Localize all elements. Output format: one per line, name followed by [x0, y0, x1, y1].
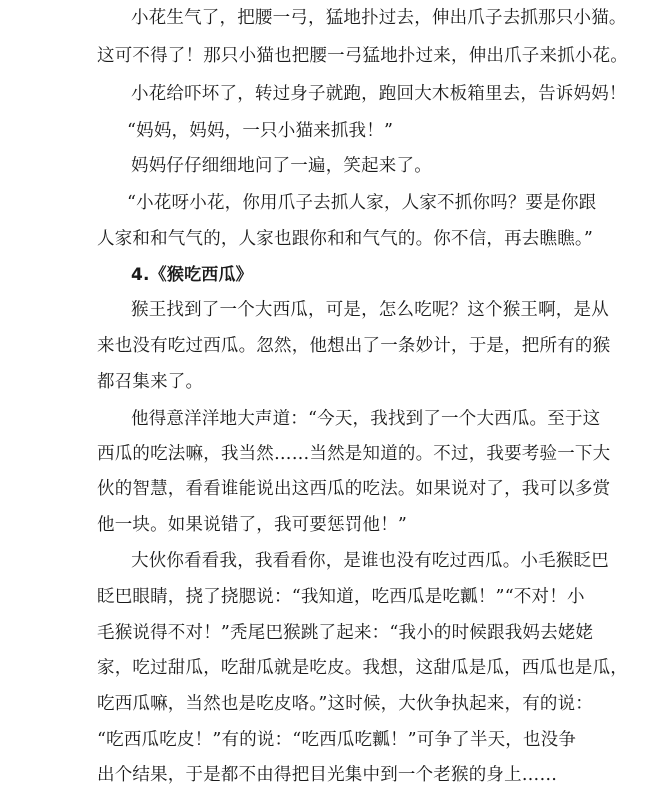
paragraph-line: 眨巴眼睛，挠了挠腮说：“我知道，吃西瓜是吃瓤！”“不对！小	[97, 587, 585, 607]
paragraph-line: 他一块。如果说错了，我可要惩罚他！”	[97, 515, 408, 535]
paragraph-line: 吃西瓜嘛，当然也是吃皮咯。”这时候，大伙争执起来，有的说：	[97, 694, 593, 714]
paragraph-line: 人家和和气气的，人家也跟你和和气气的。你不信，再去瞧瞧。”	[97, 229, 593, 249]
paragraph-line: 大伙你看看我，我看看你，是谁也没有吃过西瓜。小毛猴眨巴	[131, 551, 609, 571]
paragraph-line: 小花生气了，把腰一弓，猛地扑过去，伸出爪子去抓那只小猫。	[131, 8, 627, 28]
paragraph-line: 这可不得了！那只小猫也把腰一弓猛地扑过来，伸出爪子来抓小花。	[97, 46, 628, 66]
paragraph-line: 都召集来了。	[97, 372, 204, 392]
section-heading: 4.《猴吃西瓜》	[131, 265, 253, 285]
paragraph-line: 他得意洋洋地大声道：“今天，我找到了一个大西瓜。至于这	[131, 409, 601, 429]
paragraph-line: 出个结果，于是都不由得把目光集中到一个老猴的身上……	[97, 765, 558, 785]
paragraph-line: 伙的智慧，看看谁能说出这西瓜的吃法。如果说对了，我可以多赏	[97, 479, 611, 499]
paragraph-line: “妈妈，妈妈，一只小猫来抓我！”	[127, 121, 394, 141]
paragraph-line: 毛猴说得不对！”秃尾巴猴跳了起来：“我小的时候跟我妈去姥姥	[97, 623, 594, 643]
paragraph-line: 猴王找到了一个大西瓜，可是，怎么吃呢？这个猴王啊，是从	[131, 300, 609, 320]
paragraph-line: “小花呀小花，你用爪子去抓人家，人家不抓你吗？要是你跟	[127, 193, 597, 213]
paragraph-line: 小花给吓坏了，转过身子就跑，跑回大木板箱里去，告诉妈妈！	[131, 84, 627, 104]
paragraph-line: 家，吃过甜瓜，吃甜瓜就是吃皮。我想，这甜瓜是瓜，西瓜也是瓜，	[97, 658, 628, 678]
paragraph-line: “吃西瓜吃皮！”有的说：“吃西瓜吃瓤！”可争了半天，也没争	[97, 730, 577, 750]
paragraph-line: 妈妈仔仔细细地问了一遍，笑起来了。	[131, 156, 432, 176]
paragraph-line: 来也没有吃过西瓜。忽然，他想出了一条妙计，于是，把所有的猴	[97, 336, 611, 356]
paragraph-line: 西瓜的吃法嘛，我当然……当然是知道的。不过，我要考验一下大	[97, 444, 611, 464]
